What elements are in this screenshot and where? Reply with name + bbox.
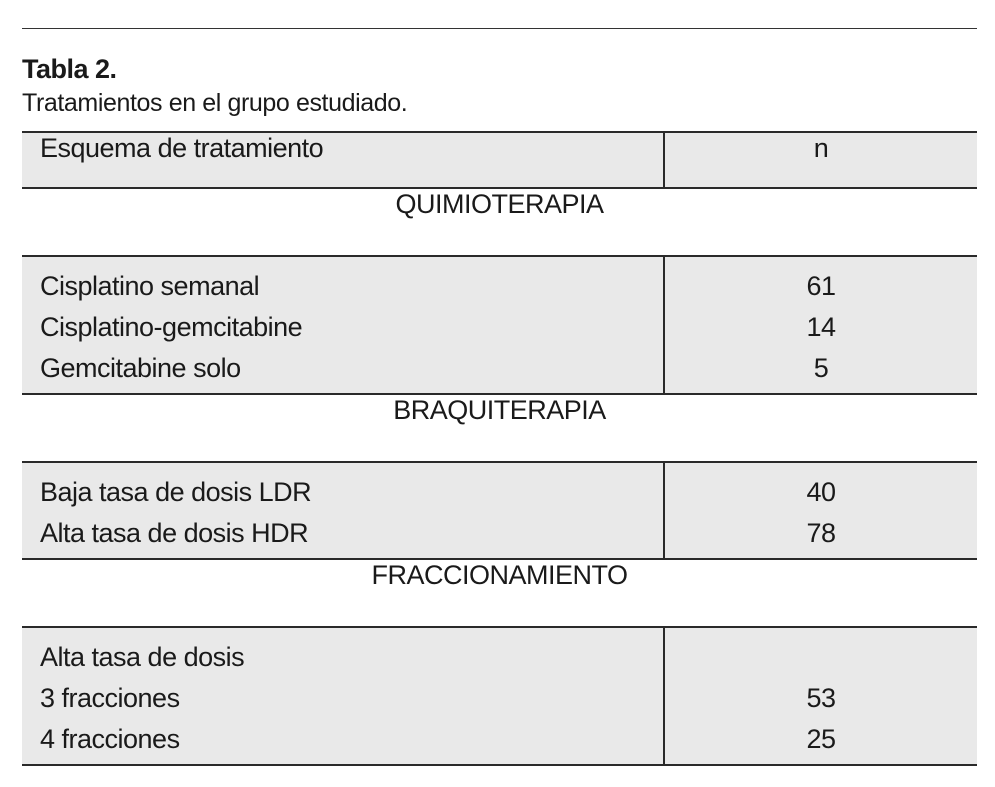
section-row-fraccionamiento <box>22 559 977 627</box>
table-header-row <box>22 132 977 188</box>
row-value: 40 <box>806 477 836 507</box>
values-cell <box>664 462 977 559</box>
treatments-table <box>22 131 977 766</box>
values-cell <box>664 627 977 765</box>
section-row-braquiterapia <box>22 394 977 462</box>
row-label: 3 fracciones <box>40 683 180 713</box>
row-value: 78 <box>806 518 836 548</box>
row-label: Alta tasa de dosis <box>40 642 245 672</box>
section-title: FRACCIONAMIENTO <box>22 559 977 627</box>
section-title: BRAQUITERAPIA <box>22 394 977 462</box>
section-title: QUIMIOTERAPIA <box>22 188 977 256</box>
section-body-quimioterapia <box>22 256 977 394</box>
row-label: Cisplatino semanal <box>40 271 260 301</box>
header-n: n <box>664 132 977 188</box>
row-value: 53 <box>806 683 836 713</box>
labels-cell <box>22 462 664 559</box>
row-label: 4 fracciones <box>40 724 180 754</box>
section-row-quimioterapia <box>22 188 977 256</box>
row-label: Gemcitabine solo <box>40 353 241 383</box>
table-caption-title: Tabla 2. <box>22 54 117 84</box>
header-treatment-scheme: Esquema de tratamiento <box>22 132 664 188</box>
row-label: Cisplatino-gemcitabine <box>40 312 303 342</box>
labels-cell <box>22 627 664 765</box>
top-rule <box>22 28 977 29</box>
row-label: Alta tasa de dosis HDR <box>40 518 309 548</box>
document-page <box>22 28 977 766</box>
row-value: 14 <box>806 312 836 342</box>
row-value: 25 <box>806 724 836 754</box>
row-value: 61 <box>806 271 836 301</box>
row-label: Baja tasa de dosis LDR <box>40 477 312 507</box>
row-value: 5 <box>813 353 829 383</box>
labels-cell <box>22 256 664 394</box>
table-caption-subtitle: Tratamientos en el grupo estudiado. <box>22 89 408 117</box>
section-body-braquiterapia <box>22 462 977 559</box>
row-value <box>665 637 977 678</box>
section-body-fraccionamiento <box>22 627 977 765</box>
values-cell <box>664 256 977 394</box>
